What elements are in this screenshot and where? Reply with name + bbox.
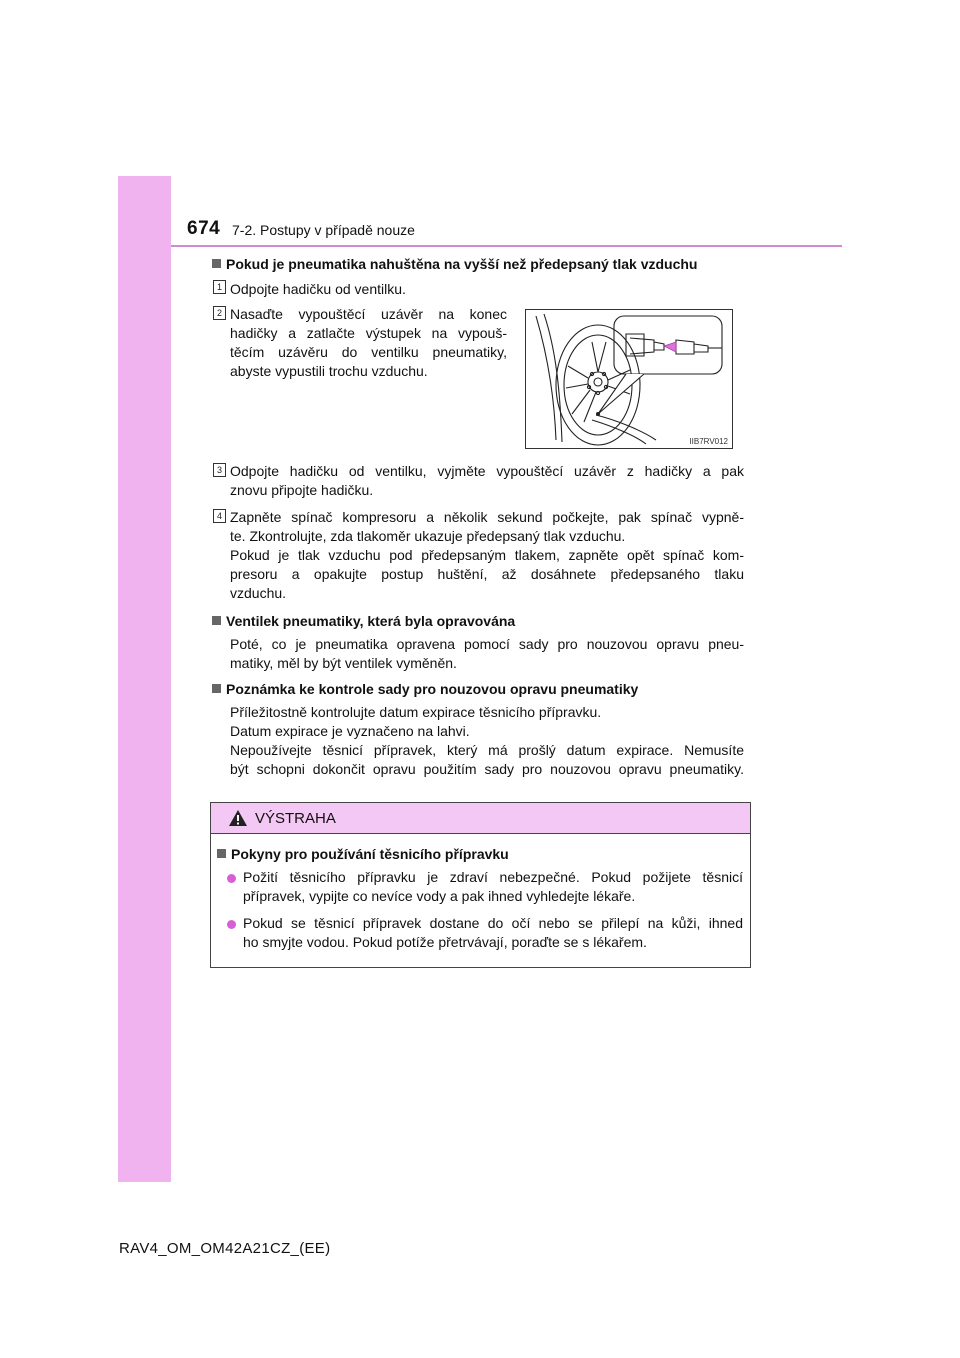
- square-bullet-icon: [212, 684, 221, 693]
- square-bullet-icon: [212, 259, 221, 268]
- round-bullet-icon: [227, 874, 236, 883]
- header-divider: [171, 245, 842, 247]
- illustration-code: IIB7RV012: [689, 437, 728, 446]
- step-4-text: Zapněte spínač kompresoru a několik sekund počkejte, pak spínač vypně- te. Zkontrolujte, zda tlakoměr ukazuje předepsaný tlak vzduchu. Pokud je tlak vzduchu pod předepsaným tlakem, zapněte opět spínač kom- presoru a opakujte postup huštění, až dosáhnete předepsaného tlaku vzduchu.: [230, 509, 744, 601]
- section-heading-overinflated: Pokud je pneumatika nahuštěna na vyšší než předepsaný tlak vzduchu: [212, 256, 697, 272]
- step-1-text: Odpojte hadičku od ventilku.: [230, 281, 406, 297]
- warning-bullet-2: Pokud se těsnicí přípravek dostane do očí nebo se přilepí na kůži, ihned ho smyjte vodou. Pokud potíže přetrvávají, poraďte se s lékařem.: [243, 915, 743, 950]
- step-3-text: Odpojte hadičku od ventilku, vyjměte vypouštěcí uzávěr z hadičky a pak znovu připojte hadičku.: [230, 463, 744, 498]
- section-heading-valve: Ventilek pneumatiky, která byla opravována: [212, 613, 515, 629]
- kit-check-text: Příležitostně kontrolujte datum expirace těsnicího přípravku. Datum expirace je vyznačeno na lahvi. Nepoužívejte těsnicí přípravek, který má prošlý datum expirace. Nemusíte být schopni dokončit opravu použitím sady pro nouzovou opravu pneumatiky.: [230, 704, 744, 777]
- warning-box: [210, 802, 751, 968]
- section-heading-kit-check: Poznámka ke kontrole sady pro nouzovou opravu pneumatiky: [212, 681, 638, 697]
- warning-title: VÝSTRAHA: [255, 810, 336, 827]
- square-bullet-icon: [212, 616, 221, 625]
- tire-valve-drawing: [526, 310, 732, 448]
- round-bullet-icon: [227, 920, 236, 929]
- section-title: 7-2. Postupy v případě nouze: [232, 222, 415, 238]
- step-number-3: 3: [213, 463, 226, 477]
- step-number-2: 2: [213, 306, 226, 320]
- footer-code: RAV4_OM_OM42A21CZ_(EE): [119, 1240, 331, 1257]
- step-2-text: Nasaďte vypouštěcí uzávěr na konec hadičky a zatlačte výstupek na vypouš- těcím uzávěru do ventilku pneumatiky, abyste vypustili trochu vzduchu.: [230, 306, 507, 379]
- square-bullet-icon: [217, 849, 226, 858]
- warning-triangle-icon: [228, 809, 248, 827]
- page-number: 674: [187, 218, 221, 239]
- chapter-sidebar-tab: [118, 176, 171, 1182]
- warning-heading: Pokyny pro používání těsnicího přípravku: [217, 846, 509, 862]
- warning-header: [211, 803, 750, 834]
- step-number-1: 1: [213, 280, 226, 294]
- step-number-4: 4: [213, 509, 226, 523]
- warning-bullet-1: Požití těsnicího přípravku je zdraví nebezpečné. Pokud požijete těsnicí přípravek, vypijte co nevíce vody a pak ihned vyhledejte lékaře.: [243, 869, 743, 904]
- valve-illustration: [525, 309, 733, 449]
- valve-text: Poté, co je pneumatika opravena pomocí sady pro nouzovou opravu pneu- matiky, měl by být ventilek vyměněn.: [230, 636, 744, 671]
